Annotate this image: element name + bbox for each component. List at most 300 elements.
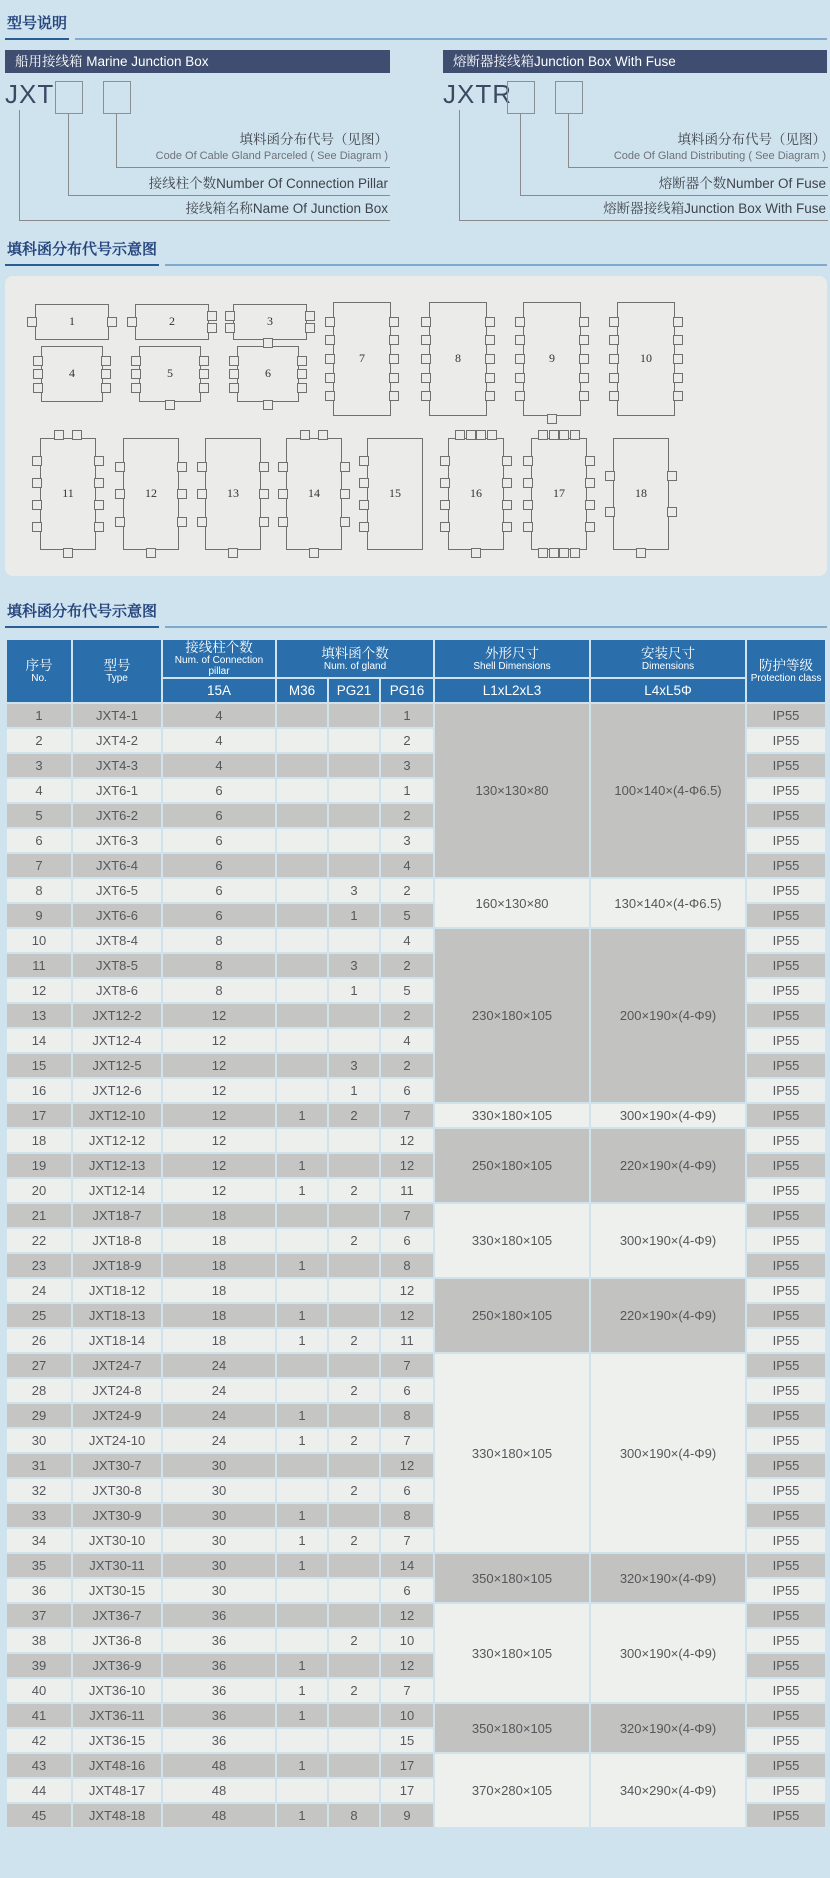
gland-tab [107,317,117,327]
gland-box-16 [448,438,504,550]
cell-pg16: 7 [381,1354,433,1377]
cell-pg21: 1 [329,904,379,927]
section-title-model-desc [5,12,827,40]
cell-15a: 4 [163,704,275,727]
cell-pg21: 8 [329,1804,379,1827]
cell-type: JXT36-9 [73,1654,161,1677]
gland-box-18 [613,438,669,550]
spec-table [5,638,827,1829]
gland-tab [559,548,569,558]
cell-type: JXT8-4 [73,929,161,952]
gland-box-14 [286,438,342,550]
cell-15a: 12 [163,1079,275,1102]
code-digit-box [507,81,535,114]
gland-tab [487,430,497,440]
cell-type: JXT6-3 [73,829,161,852]
gland-tab [54,430,64,440]
cell-15a: 30 [163,1479,275,1502]
cell-pg16: 12 [381,1154,433,1177]
section-title-text: 型号说明 [5,12,69,40]
cell-type: JXT48-16 [73,1754,161,1777]
cell-15a: 48 [163,1754,275,1777]
cell-15a: 18 [163,1254,275,1277]
fuse-count-label: 熔断器个数Number Of Fuse [658,176,826,191]
gland-box-8 [429,302,487,416]
cell-pg16: 2 [381,729,433,752]
gland-tab [72,430,82,440]
cell-mount-dimensions: 300×190×(4-Φ9) [591,1354,745,1552]
cell-type: JXT4-3 [73,754,161,777]
jxtr-code: JXTR [443,79,512,109]
cell-pg16: 17 [381,1779,433,1802]
cell-pg16: 1 [381,704,433,727]
cell-type: JXT6-2 [73,804,161,827]
cell-mount-dimensions: 300×190×(4-Φ9) [591,1104,745,1127]
gland-box-number: 14 [308,485,320,500]
gland-tab [27,317,37,327]
gland-tab [570,430,580,440]
cell-mount-dimensions: 300×190×(4-Φ9) [591,1204,745,1277]
gland-tab [229,383,239,393]
gland-tab [421,335,431,345]
gland-tab [177,489,187,499]
cell-shell-dimensions: 130×130×80 [435,704,589,877]
cell-protection: IP55 [747,1754,825,1777]
gland-box-11 [40,438,96,550]
gland-box-number: 11 [62,485,74,500]
code-digit-box [55,81,83,114]
gland-tab [476,430,486,440]
cell-protection: IP55 [747,929,825,952]
connector-line [68,114,69,195]
cell-type: JXT6-4 [73,854,161,877]
cell-m36 [277,1004,327,1027]
cell-protection: IP55 [747,1654,825,1677]
cell-protection: IP55 [747,1779,825,1802]
cell-protection: IP55 [747,1129,825,1152]
cell-no: 31 [7,1454,71,1477]
cell-15a: 30 [163,1579,275,1602]
cell-pg16: 2 [381,879,433,902]
table-row [7,1129,825,1152]
cell-pg21: 1 [329,979,379,1002]
cell-pg16: 7 [381,1679,433,1702]
cell-no: 1 [7,704,71,727]
cell-m36: 1 [277,1529,327,1552]
cell-shell-dimensions: 330×180×105 [435,1604,589,1702]
col-header-shell: 外形尺寸 Shell Dimensions [435,640,589,677]
gland-tab [199,356,209,366]
cell-no: 5 [7,804,71,827]
gland-tab [609,391,619,401]
cell-pg16: 11 [381,1329,433,1352]
cell-no: 33 [7,1504,71,1527]
cell-protection: IP55 [747,954,825,977]
gland-tab [359,478,369,488]
gland-box-number: 3 [267,313,273,328]
cell-pg21: 3 [329,1054,379,1077]
cell-15a: 18 [163,1204,275,1227]
cell-shell-dimensions: 330×180×105 [435,1354,589,1552]
gland-tab [538,548,548,558]
cell-pg16: 7 [381,1104,433,1127]
gland-tab [278,462,288,472]
cell-pg16: 2 [381,954,433,977]
gland-tab [421,391,431,401]
gland-tab [485,317,495,327]
cell-pg21 [329,1554,379,1577]
cell-no: 7 [7,854,71,877]
col-header-pillar: 接线柱个数 Num. of Connection pillar [163,640,275,677]
jxt-code: JXT [5,79,55,109]
connector-line [116,114,117,167]
cell-15a: 24 [163,1379,275,1402]
cell-no: 32 [7,1479,71,1502]
gland-box-number: 9 [549,350,555,365]
cell-pg16: 3 [381,754,433,777]
gland-tab [199,369,209,379]
cell-m36 [277,754,327,777]
gland-tab [585,522,595,532]
cell-pg21 [329,1304,379,1327]
cell-pg16: 15 [381,1729,433,1752]
cell-type: JXT48-17 [73,1779,161,1802]
cell-protection: IP55 [747,1579,825,1602]
gland-tab [127,317,137,327]
cell-pg21: 2 [329,1379,379,1402]
cell-pg16: 3 [381,829,433,852]
cell-m36 [277,929,327,952]
cell-type: JXT24-10 [73,1429,161,1452]
gland-tab [325,354,335,364]
cell-pg16: 10 [381,1704,433,1727]
cell-m36: 1 [277,1554,327,1577]
cell-no: 10 [7,929,71,952]
cell-protection: IP55 [747,854,825,877]
cell-no: 29 [7,1404,71,1427]
cell-pg16: 14 [381,1554,433,1577]
gland-box-1 [35,304,109,340]
cell-no: 9 [7,904,71,927]
gland-tab [101,383,111,393]
cell-m36 [277,1279,327,1302]
cell-protection: IP55 [747,1304,825,1327]
cell-mount-dimensions: 220×190×(4-Φ9) [591,1129,745,1202]
cell-pg16: 7 [381,1204,433,1227]
cell-15a: 18 [163,1229,275,1252]
cell-type: JXT36-8 [73,1629,161,1652]
gland-tab [33,356,43,366]
gland-code-label: 填料函分布代号（见图） Code Of Cable Gland Parceled ( See Diagram ) [155,132,388,162]
cell-15a: 18 [163,1304,275,1327]
connector-line [459,110,460,220]
gland-tab [197,489,207,499]
cell-no: 17 [7,1104,71,1127]
gland-box-15 [367,438,423,550]
cell-m36: 1 [277,1504,327,1527]
cell-type: JXT12-14 [73,1179,161,1202]
cell-15a: 8 [163,979,275,1002]
gland-tab [585,456,595,466]
gland-tab [609,354,619,364]
gland-tab [523,478,533,488]
gland-tab [609,373,619,383]
gland-tab [559,430,569,440]
cell-15a: 30 [163,1554,275,1577]
gland-tab [389,335,399,345]
gland-box-17 [531,438,587,550]
gland-tab [502,478,512,488]
cell-pg21 [329,829,379,852]
cell-m36 [277,704,327,727]
gland-tab [440,456,450,466]
cell-type: JXT6-5 [73,879,161,902]
gland-tab [523,500,533,510]
gland-tab [340,489,350,499]
cell-pg21 [329,1754,379,1777]
cell-pg16: 4 [381,854,433,877]
gland-box-number: 12 [145,485,157,500]
gland-tab [259,462,269,472]
gland-tab [515,391,525,401]
cell-type: JXT8-5 [73,954,161,977]
cell-pg21 [329,779,379,802]
cell-pg16: 2 [381,1004,433,1027]
cell-no: 2 [7,729,71,752]
cell-pg16: 7 [381,1529,433,1552]
gland-tab [101,369,111,379]
table-row [7,1204,825,1227]
gland-box-number: 13 [227,485,239,500]
cell-pg16: 8 [381,1254,433,1277]
cell-protection: IP55 [747,804,825,827]
cell-type: JXT4-1 [73,704,161,727]
cell-m36: 1 [277,1304,327,1327]
gland-box-10 [617,302,675,416]
cell-pg16: 12 [381,1454,433,1477]
cell-m36 [277,1729,327,1752]
gland-distribution-panel [5,276,827,576]
cell-protection: IP55 [747,1054,825,1077]
cell-protection: IP55 [747,1704,825,1727]
connector-line [19,220,390,221]
cell-type: JXT18-9 [73,1254,161,1277]
gland-tab [523,522,533,532]
cell-15a: 30 [163,1454,275,1477]
cell-shell-dimensions: 330×180×105 [435,1204,589,1277]
cell-m36: 1 [277,1704,327,1727]
gland-tab [305,311,315,321]
gland-tab [177,517,187,527]
section-title-text: 填科函分布代号示意图 [5,238,159,266]
cell-no: 42 [7,1729,71,1752]
cell-mount-dimensions: 300×190×(4-Φ9) [591,1604,745,1702]
cell-m36 [277,1379,327,1402]
subheader-m36: M36 [277,679,327,702]
cell-pg21: 2 [329,1629,379,1652]
gland-tab [667,471,677,481]
table-head [7,640,825,702]
gland-tab [485,335,495,345]
cell-m36 [277,879,327,902]
cell-type: JXT12-6 [73,1079,161,1102]
cell-pg21 [329,804,379,827]
gland-tab [502,456,512,466]
cell-pg21: 2 [329,1679,379,1702]
cell-type: JXT24-7 [73,1354,161,1377]
cell-shell-dimensions: 230×180×105 [435,929,589,1102]
cell-type: JXT18-12 [73,1279,161,1302]
cell-pg16: 7 [381,1429,433,1452]
cell-protection: IP55 [747,1454,825,1477]
cell-protection: IP55 [747,1504,825,1527]
cell-pg16: 5 [381,979,433,1002]
gland-tab [549,430,559,440]
cell-m36: 1 [277,1429,327,1452]
cell-no: 13 [7,1004,71,1027]
cell-type: JXT12-5 [73,1054,161,1077]
cell-protection: IP55 [747,979,825,1002]
cell-no: 23 [7,1254,71,1277]
cell-m36 [277,854,327,877]
cell-protection: IP55 [747,1354,825,1377]
cell-pg16: 2 [381,804,433,827]
gland-tab [515,354,525,364]
cell-pg16: 4 [381,929,433,952]
cell-m36 [277,1229,327,1252]
cell-pg21 [329,1504,379,1527]
cell-15a: 8 [163,929,275,952]
gland-tab [325,317,335,327]
gland-box-number: 8 [455,350,461,365]
cell-m36 [277,1129,327,1152]
gland-tab [673,335,683,345]
cell-pg21: 1 [329,1079,379,1102]
table-row [7,1754,825,1777]
connector-line [68,195,390,196]
gland-tab [63,548,73,558]
cell-m36: 1 [277,1104,327,1127]
col-header-no: 序号 No. [7,640,71,702]
gland-tab [421,317,431,327]
connector-line [116,167,390,168]
cell-m36 [277,1029,327,1052]
gland-tab [197,462,207,472]
title-rule [75,38,827,40]
cell-type: JXT30-10 [73,1529,161,1552]
cell-15a: 12 [163,1129,275,1152]
cell-protection: IP55 [747,1154,825,1177]
connector-line [520,195,828,196]
type-designation-diagrams [5,77,827,232]
gland-tab [579,335,589,345]
gland-tab [667,507,677,517]
table-row [7,879,825,902]
gland-tab [115,517,125,527]
cell-m36 [277,954,327,977]
gland-tab [673,354,683,364]
gland-tab [523,456,533,466]
gland-tab [33,369,43,379]
cell-15a: 30 [163,1529,275,1552]
gland-box-number: 1 [69,313,75,328]
cell-m36: 1 [277,1679,327,1702]
cell-m36 [277,1779,327,1802]
cell-m36: 1 [277,1654,327,1677]
cell-m36 [277,1454,327,1477]
gland-tab [165,400,175,410]
cell-pg21 [329,1704,379,1727]
cell-type: JXT24-9 [73,1404,161,1427]
cell-pg21: 2 [329,1229,379,1252]
cell-no: 45 [7,1804,71,1827]
gland-box-4 [41,346,103,402]
cell-no: 25 [7,1304,71,1327]
gland-tab [115,489,125,499]
gland-tab [297,369,307,379]
cell-shell-dimensions: 350×180×105 [435,1554,589,1602]
cell-m36: 1 [277,1329,327,1352]
gland-box-number: 7 [359,350,365,365]
cell-no: 30 [7,1429,71,1452]
cell-pg16: 11 [381,1179,433,1202]
cell-15a: 36 [163,1629,275,1652]
cell-pg21 [329,1404,379,1427]
cell-protection: IP55 [747,729,825,752]
cell-pg16: 2 [381,1054,433,1077]
cell-protection: IP55 [747,1029,825,1052]
cell-protection: IP55 [747,754,825,777]
cell-m36: 1 [277,1754,327,1777]
gland-tab [94,522,104,532]
gland-tab [228,548,238,558]
cell-type: JXT18-14 [73,1329,161,1352]
gland-tab [673,373,683,383]
gland-tab [440,500,450,510]
table-row [7,1354,825,1377]
gland-tab [485,373,495,383]
cell-type: JXT18-7 [73,1204,161,1227]
cell-m36 [277,1579,327,1602]
cell-15a: 18 [163,1329,275,1352]
cell-type: JXT24-8 [73,1379,161,1402]
table-row [7,1554,825,1577]
cell-shell-dimensions: 250×180×105 [435,1279,589,1352]
gland-tab [340,462,350,472]
gland-box-number: 17 [553,485,565,500]
header-row [7,640,825,677]
cell-no: 19 [7,1154,71,1177]
cell-m36 [277,904,327,927]
cell-pg21: 2 [329,1429,379,1452]
cell-type: JXT12-2 [73,1004,161,1027]
cell-pg21 [329,1004,379,1027]
gland-tab [263,338,273,348]
cell-type: JXT48-18 [73,1804,161,1827]
cell-no: 37 [7,1604,71,1627]
gland-tab [359,456,369,466]
gland-tab [389,354,399,364]
cell-pg21: 2 [329,1104,379,1127]
gland-tab [609,335,619,345]
cell-type: JXT30-9 [73,1504,161,1527]
gland-tab [94,456,104,466]
gland-tab [673,391,683,401]
subheader-l1xl2xl3: L1xL2xL3 [435,679,589,702]
cell-no: 40 [7,1679,71,1702]
cell-mount-dimensions: 340×290×(4-Φ9) [591,1754,745,1827]
jxt-code-diagram [5,77,390,232]
